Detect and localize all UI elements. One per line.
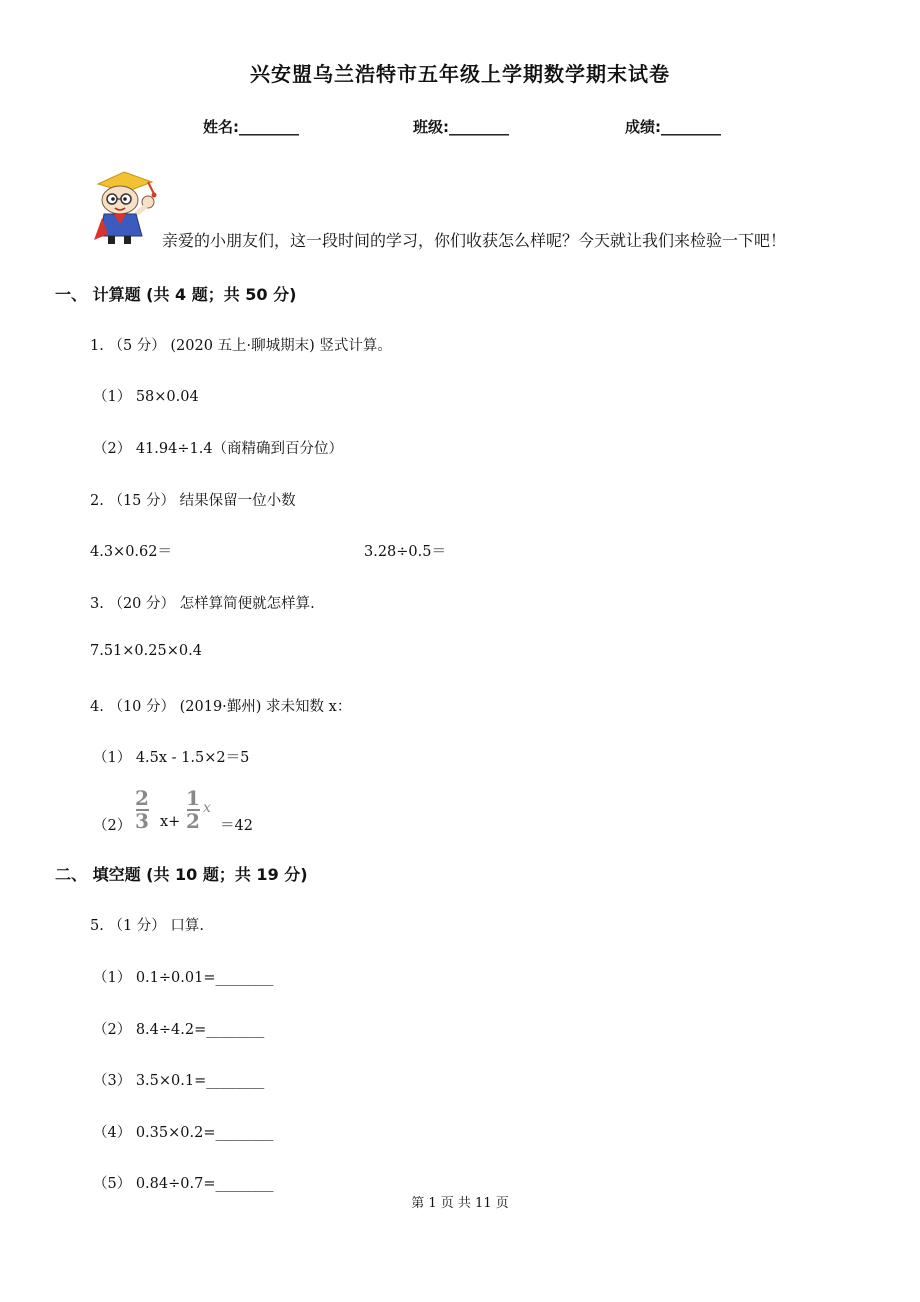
name-field: 姓名:________ [203,118,299,136]
question-5-part-5: （5） 0.84÷0.7=________ [93,1176,274,1192]
question-5-part-3: （3） 3.5×0.1=________ [93,1073,265,1089]
fraction-denominator: 3 [135,809,149,833]
question-2-expression-a: 4.3×0.62＝ [90,544,172,560]
question-3-stem: 3. （20 分） 怎样算简便就怎样算. [90,596,315,612]
page-footer: 第 1 页 共 11 页 [411,1196,509,1211]
question-4-part-2-label: （2） [93,818,132,834]
fraction-denominator: 2 [186,809,200,833]
question-5-stem: 5. （1 分） 口算. [90,918,204,934]
question-4-part-1: （1） 4.5x - 1.5×2＝5 [93,750,250,766]
page-title: 兴安盟乌兰浩特市五年级上学期数学期末试卷 [250,62,670,86]
section-heading-fill-in: 二、 填空题 (共 10 题；共 19 分) [55,865,308,884]
section-heading-calculation: 一、 计算题 (共 4 题；共 50 分) [55,285,297,304]
question-4-part-2-middle: x+ [160,814,181,830]
question-5-part-4: （4） 0.35×0.2=________ [93,1125,274,1141]
question-2-expression-b: 3.28÷0.5＝ [364,544,446,560]
question-3-expression: 7.51×0.25×0.4 [90,643,202,659]
question-1-part-2: （2） 41.94÷1.4（商精确到百分位） [93,441,344,457]
class-field: 班级:________ [413,118,509,136]
question-5-part-1: （1） 0.1÷0.01=________ [93,970,274,986]
question-1-part-1: （1） 58×0.04 [93,389,199,405]
fraction-one-half [184,788,202,832]
mascot-image [90,168,165,246]
question-5-part-2: （2） 8.4÷4.2=________ [93,1022,265,1038]
score-field: 成绩:________ [625,118,721,136]
fraction-numerator: 2 [135,786,149,810]
question-2-stem: 2. （15 分） 结果保留一位小数 [90,493,296,509]
greeting-text: 亲爱的小朋友们，这一段时间的学习，你们收获怎么样呢？今天就让我们来检验一下吧！ [162,231,787,250]
fraction-two-thirds [133,788,151,832]
question-1-stem: 1. （5 分） (2020 五上·聊城期末) 竖式计算。 [90,338,392,354]
question-4-part-2-result: ＝42 [220,818,253,834]
question-4-stem: 4. （10 分） (2019·鄞州) 求未知数 x： [90,699,352,715]
fraction-numerator: 1 [186,786,200,810]
fraction-variable-x: x [203,800,211,816]
